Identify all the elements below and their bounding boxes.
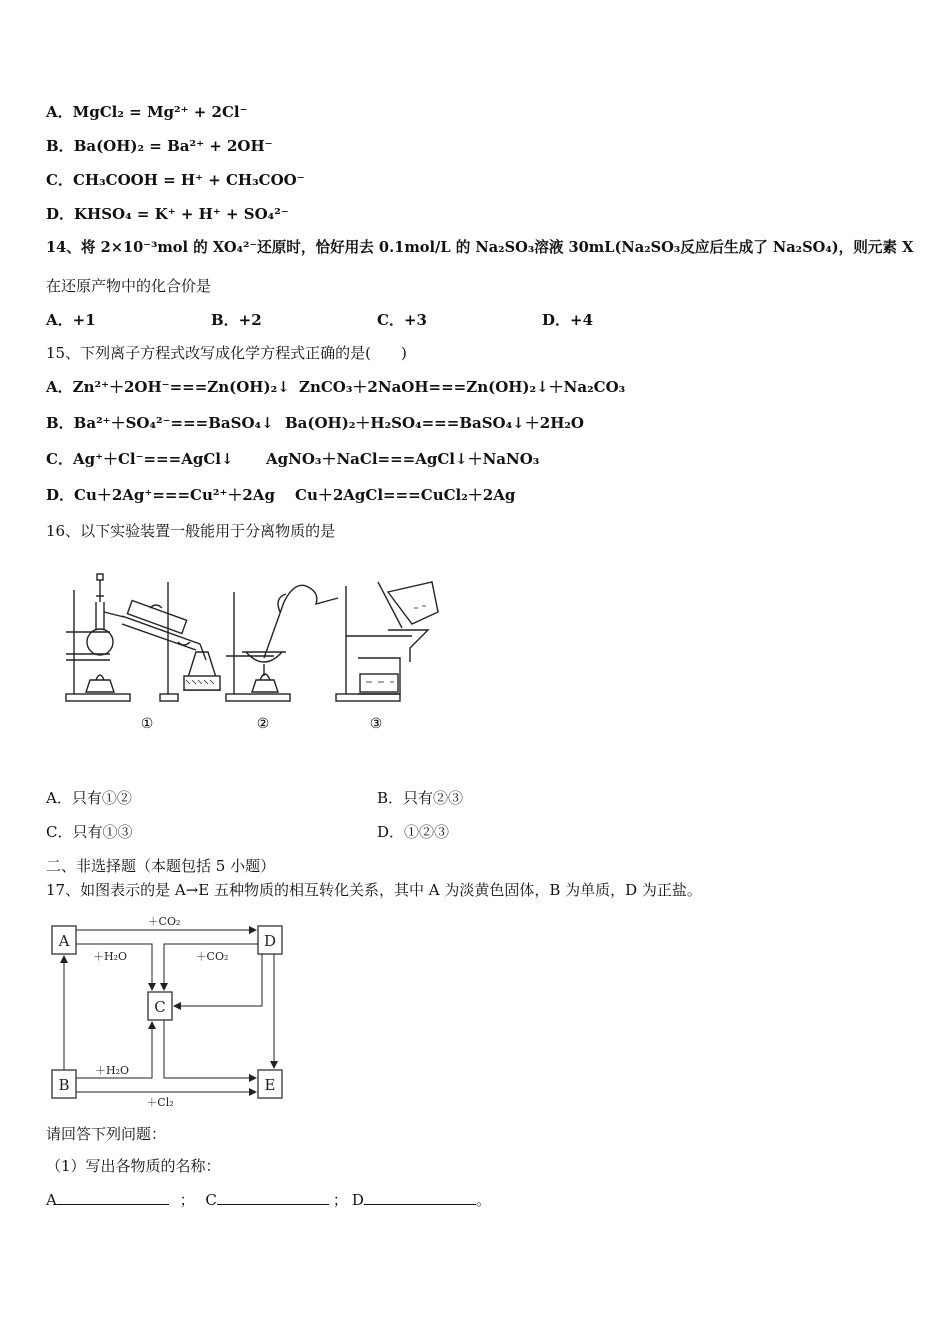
q15-option-a-chem: ZnCO₃＋2NaOH===Zn(OH)₂↓＋Na₂CO₃ [299,378,626,396]
node-c-label: C [154,998,166,1016]
node-a-label: A [58,932,70,950]
q15-option-b-chem: Ba(OH)₂＋H₂SO₄===BaSO₄↓＋2H₂O [285,414,584,432]
apparatus-label-3: ③ [369,716,383,732]
q13-option-a-label: A． [46,103,73,121]
q13-option-d-label: D． [46,205,75,223]
q17-prompt: 请回答下列问题： [46,1125,167,1143]
q14-option-b: B．+2 [211,311,262,329]
distillation-apparatus [66,574,220,701]
q13-option-b [46,136,273,156]
q17-stem: 17、如图表示的是 A→E 五种物质的相互转化关系，其中 A 为淡黄色固体，B 为单质，D 为正盐。 [46,881,702,899]
edge-label-b-c: ＋H₂O [94,1064,130,1077]
q14-stem-line2: 在还原产物中的化合价是 [46,277,212,295]
q15-option-b-ion: B．Ba²⁺＋SO₄²⁻===BaSO₄↓ [46,414,274,432]
q13-option-c-label: C． [46,171,73,189]
q14-stem-line1: 14、将 2×10⁻³mol 的 XO₄²⁻还原时，恰好用去 0.1mol/L 的 Na₂SO₃溶液 30mL(Na₂SO₃反应后生成了 Na₂SO₄)，则元素 X [46,239,914,256]
blank-a-input[interactable] [57,1190,169,1205]
node-e-label: E [264,1076,276,1094]
q13-option-b-label: B． [46,137,74,155]
q16-option-b: B．只有②③ [377,789,464,807]
q15-option-c-chem: AgNO₃＋NaCl===AgCl↓＋NaNO₃ [266,450,540,468]
q15-stem: 15、下列离子方程式改写成化学方程式正确的是( ) [46,344,407,362]
q16-stem: 16、以下实验装置一般能用于分离物质的是 [46,522,336,540]
q15-option-c-ion: C．Ag⁺＋Cl⁻===AgCl↓ [46,450,234,468]
apparatus-label-2: ② [256,716,270,732]
q13-option-d [46,204,289,224]
q13-option-c-text: CH₃COOH = H⁺ + CH₃COO⁻ [72,171,305,189]
blank-d-input[interactable] [364,1190,476,1205]
lab-apparatus-figure [60,572,450,737]
edge-label-b-e: ＋Cl₂ [146,1096,174,1109]
apparatus-label-1: ① [140,716,154,732]
node-b-label: B [58,1076,70,1094]
q13-option-b-text: Ba(OH)₂ = Ba²⁺ + 2OH⁻ [73,137,273,155]
q16-option-c: C．只有①③ [46,823,133,841]
q14-option-d: D．+4 [542,311,594,329]
q14-option-c: C．+3 [377,311,427,329]
q13-option-d-text: KHSO₄ = K⁺ + H⁺ + SO₄²⁻ [74,205,289,223]
blank-c-input[interactable] [217,1190,329,1205]
edge-label-c-d: ＋CO₂ [195,950,229,963]
edge-label-a-c: ＋H₂O [92,950,128,963]
section2-title: 二、非选择题（本题包括 5 小题） [46,857,276,875]
blank-c-label: C [205,1191,217,1209]
evaporation-apparatus [226,585,338,701]
q15-option-d-ion: D．Cu＋2Ag⁺===Cu²⁺＋2Ag [46,486,275,504]
conversion-diagram [44,910,304,1110]
blank-d-label: D [351,1191,364,1209]
filtration-apparatus [336,582,438,701]
q17-sub1: （1）写出各物质的名称： [46,1157,221,1175]
blank-sep-2: ； [332,1191,348,1209]
edge-label-a-d: ＋CO₂ [147,915,181,928]
blank-end: 。 [475,1191,491,1209]
q15-option-d-chem: Cu＋2AgCl===CuCl₂＋2Ag [295,486,516,504]
q14-option-a: A．+1 [46,311,96,329]
q13-option-a [46,102,248,122]
q16-option-d: D．①②③ [377,823,450,841]
q16-option-a: A．只有①② [46,789,132,807]
q15-option-a-ion: A．Zn²⁺＋2OH⁻===Zn(OH)₂↓ [46,378,290,396]
blank-sep-1: ； [179,1191,195,1209]
q13-option-a-text: MgCl₂ = Mg²⁺ + 2Cl⁻ [72,103,248,121]
node-d-label: D [263,932,277,950]
q17-answer-line [46,1190,491,1210]
q13-option-c [46,170,305,190]
blank-a-label: A [46,1191,57,1209]
